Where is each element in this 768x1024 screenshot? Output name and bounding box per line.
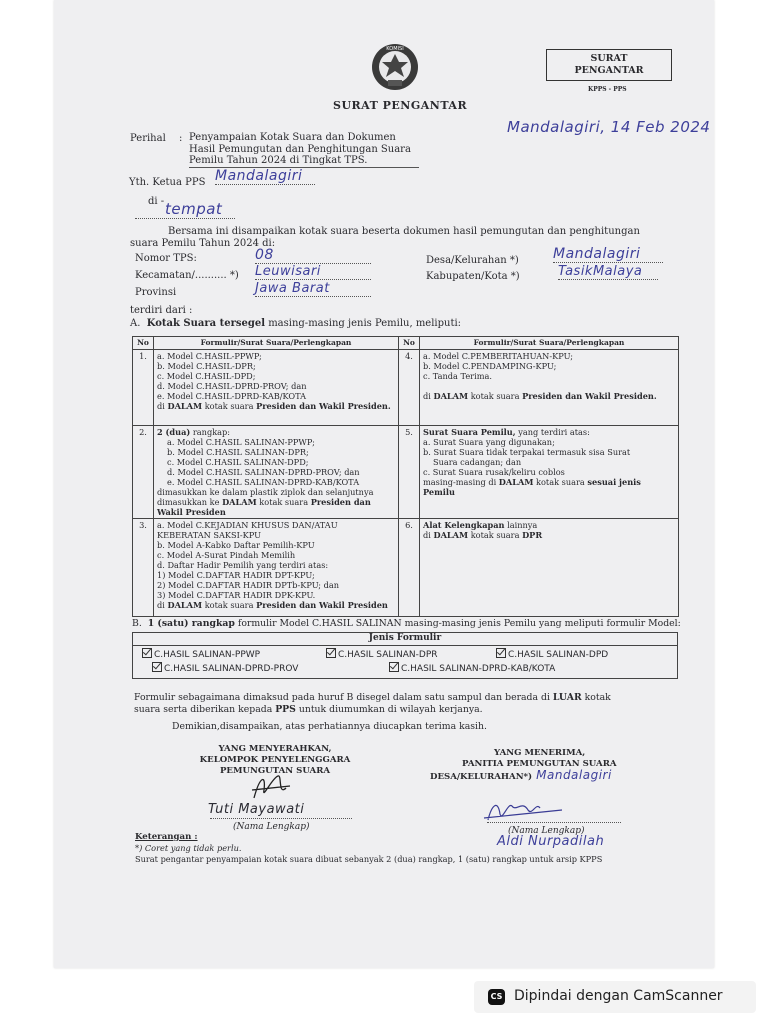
- kecamatan-label: Kecamatan/.......... *): [135, 270, 239, 281]
- cell-line: a. Model C.HASIL-PPWP;: [157, 351, 262, 361]
- camscanner-text: Dipindai dengan CamScanner: [514, 988, 723, 1004]
- cell-line: e. Model C.HASIL SALINAN-DPRD-KAB/KOTA: [167, 477, 360, 487]
- yth-label: Yth. Ketua PPS: [129, 177, 206, 188]
- right-signature-line: [487, 822, 621, 823]
- keterangan-note2: Surat pengantar penyampaian kotak suara dibuat sebanyak 2 (dua) rangkap, 1 (satu) rangkap untuk arsip KPPS: [135, 854, 603, 864]
- cell-line: Suara cadangan; dan: [433, 457, 522, 467]
- right-signer-name: Aldi Nurpadilah: [497, 834, 605, 849]
- right-desa-value: Mandalagiri: [536, 768, 612, 782]
- form-tag-line1: SURAT: [590, 53, 628, 64]
- cell-text-bold: DALAM: [222, 497, 257, 507]
- cell-text-bold: sesuai jenis Pemilu: [423, 477, 641, 497]
- jenis-formulir-header: Jenis Formulir: [132, 632, 678, 646]
- left-name-caption: (Nama Lengkap): [233, 822, 310, 832]
- perihal-line: Pemilu Tahun 2024 di Tingkat TPS.: [189, 155, 419, 168]
- jenis-label: C.HASIL SALINAN-PPWP: [154, 650, 261, 660]
- check-icon: [389, 662, 399, 672]
- intro-line: Bersama ini disampaikan kotak suara beserta dokumen hasil pemungutan dan penghitungan: [168, 226, 640, 237]
- table-header: No: [133, 337, 154, 350]
- table-row: [133, 426, 679, 519]
- table-row: [133, 350, 679, 426]
- perihal-colon: :: [179, 133, 183, 144]
- table-row: [133, 519, 679, 617]
- cell-text-bold: Alat Kelengkapan: [423, 520, 505, 530]
- kabupaten-value: TasikMalaya: [558, 264, 658, 280]
- cell-text-bold: Surat Suara Pemilu,: [423, 427, 516, 437]
- section-b-bold: 1 (satu) rangkap: [147, 618, 235, 629]
- perihal-label: Perihal: [130, 133, 166, 144]
- table-cell: [420, 350, 679, 426]
- keterangan-label: Keterangan :: [135, 832, 198, 842]
- closing-line: Demikian,disampaikan, atas perhatiannya diucapkan terima kasih.: [172, 721, 487, 732]
- section-a-letter: A.: [130, 318, 141, 329]
- section-b-letter: B.: [132, 618, 142, 629]
- table-cell: [154, 350, 399, 426]
- closing-line: [134, 704, 680, 716]
- cell-line: d. Model C.HASIL SALINAN-DPRD-PROV; dan: [167, 467, 360, 477]
- cell-text-bold: 2 (dua): [157, 427, 191, 437]
- provinsi-label: Provinsi: [135, 287, 177, 298]
- cell-line: 2) Model C.DAFTAR HADIR DPTb-KPU; dan: [157, 580, 340, 590]
- signature-title-line: YANG MENYERAHKAN,: [218, 744, 332, 754]
- closing-text-bold: PPS: [275, 704, 296, 715]
- cell-line: b. Model C.PENDAMPING-KPU;: [423, 361, 557, 371]
- cell-text: di: [157, 600, 168, 610]
- cell-tail: [423, 391, 657, 401]
- cell-text-bold: Presiden dan Wakil Presiden.: [256, 401, 391, 411]
- closing-text-part: kotak: [581, 692, 611, 703]
- camscanner-badge: [474, 981, 756, 1013]
- cell-line: b. Model A-Kabko Daftar Pemilih-KPU: [157, 540, 315, 550]
- items-table: [132, 336, 679, 617]
- cell-line: dimasukkan ke dalam plastik ziplok dan selanjutnya: [157, 487, 374, 497]
- terdiri-dari: terdiri dari :: [130, 305, 193, 316]
- cell-line: c. Tanda Terima.: [423, 371, 492, 381]
- cell-line: b. Model C.HASIL-DPR;: [157, 361, 256, 371]
- cell-line: a. Model C.PEMBERITAHUAN-KPU;: [423, 351, 573, 361]
- perihal-line: Hasil Pemungutan dan Penghitungan Suara: [189, 143, 411, 155]
- place-date: Mandalagiri, 14 Feb 2024: [507, 118, 711, 136]
- cell-text-bold: DALAM: [498, 477, 534, 487]
- cell-line: d. Daftar Hadir Pemilih yang terdiri atas:: [157, 560, 329, 570]
- cell-text-bold: Presiden dan Wakil Presiden: [256, 600, 388, 610]
- jenis-label: C.HASIL SALINAN-DPRD-PROV: [164, 664, 299, 674]
- cell-text: yang terdiri atas:: [515, 427, 590, 437]
- table-header: Formulir/Surat Suara/Perlengkapan: [420, 337, 679, 350]
- cell-text: rangkap:: [190, 427, 231, 437]
- cell-tail: [157, 497, 371, 517]
- provinsi-value: Jawa Barat: [255, 281, 371, 297]
- cell-line: a. Model C.KEJADIAN KHUSUS DAN/ATAU: [157, 520, 338, 530]
- cell-text: dimasukkan ke: [157, 497, 223, 507]
- closing-line: [134, 692, 680, 704]
- cell-text: kotak suara: [468, 391, 523, 401]
- form-tag-box: [546, 49, 672, 81]
- kecamatan-value: Leuwisari: [255, 264, 371, 280]
- signature-title-line: [430, 770, 670, 783]
- table-cell: [154, 519, 399, 617]
- jenis-item-dpd: [496, 648, 608, 660]
- cell-tail: [423, 477, 641, 497]
- form-tag-sub: KPPS - PPS: [588, 86, 627, 93]
- cell-tail: [157, 600, 388, 610]
- cell-text: lainnya: [504, 520, 538, 530]
- cell-line: 1) Model C.DAFTAR HADIR DPT-KPU;: [157, 570, 315, 580]
- cell-text: di: [157, 401, 168, 411]
- left-signer-name: Tuti Mayawati: [208, 802, 305, 817]
- cell-line: a. Model C.HASIL SALINAN-PPWP;: [167, 437, 315, 447]
- row-number: 3.: [133, 519, 154, 617]
- right-signature-title: [430, 748, 670, 783]
- cell-line: c. Model C.HASIL SALINAN-DPD;: [167, 457, 309, 467]
- cell-text-bold: DALAM: [167, 401, 203, 411]
- di-value: tempat: [135, 200, 235, 219]
- row-number: 1.: [133, 350, 154, 426]
- closing-text-part: untuk diumumkan di wilayah kerjanya.: [295, 704, 483, 715]
- section-b-heading: [132, 618, 681, 629]
- cell-text: kotak suara: [202, 401, 257, 411]
- check-icon: [496, 648, 506, 658]
- document-title: SURAT PENGANTAR: [333, 99, 468, 112]
- table-cell: [420, 519, 679, 617]
- closing-text-part: Formulir sebagaimana dimaksud pada huruf B disegel dalam satu sampul dan berada di: [134, 692, 553, 703]
- cell-line: e. Model C.HASIL-DPRD-KAB/KOTA: [157, 391, 307, 401]
- signature-title-line: PANITIA PEMUNGUTAN SUARA: [462, 759, 617, 769]
- jenis-label: C.HASIL SALINAN-DPD: [508, 650, 609, 660]
- logo-top-text: KOMISI: [386, 46, 404, 52]
- signature-title-line: YANG MENERIMA,: [494, 748, 586, 758]
- check-icon: [152, 662, 162, 672]
- cell-text: kotak suara: [468, 530, 523, 540]
- table-header: Formulir/Surat Suara/Perlengkapan: [154, 337, 399, 350]
- right-name-caption: (Nama Lengkap): [508, 826, 585, 836]
- cell-text-bold: Presiden dan Wakil Presiden.: [522, 391, 657, 401]
- closing-text-bold: LUAR: [552, 692, 582, 703]
- cell-line: b. Surat Suara tidak terpakai termasuk sisa Surat: [423, 447, 631, 457]
- cell-line: c. Surat Suara rusak/keliru coblos: [423, 467, 565, 477]
- section-a-rest: masing-masing jenis Pemilu, meliputi:: [265, 318, 462, 329]
- cell-tail: [423, 530, 542, 540]
- cell-line: c. Model C.HASIL-DPD;: [157, 371, 256, 381]
- section-a-bold: Kotak Suara tersegel: [146, 318, 266, 329]
- left-signature-line: [210, 818, 352, 819]
- kabupaten-label: Kabupaten/Kota *): [426, 271, 520, 282]
- cell-tail: [157, 401, 391, 411]
- perihal-text: [189, 132, 419, 168]
- jenis-label: C.HASIL SALINAN-DPRD-KAB/KOTA: [401, 664, 556, 674]
- row-number: 5.: [399, 426, 420, 519]
- cell-text: kotak suara: [533, 477, 588, 487]
- perihal-line: Penyampaian Kotak Suara dan Dokumen: [189, 132, 396, 143]
- closing-text: [134, 692, 680, 733]
- table-header: No: [399, 337, 420, 350]
- intro-line: suara Pemilu Tahun 2024 di:: [130, 238, 276, 249]
- check-icon: [326, 648, 336, 658]
- cell-text-bold: DALAM: [433, 391, 469, 401]
- jenis-item-dpr: [326, 648, 438, 660]
- section-a-heading: [130, 318, 461, 329]
- cell-line: KEBERATAN SAKSI-KPU: [157, 530, 262, 540]
- cell-line: c. Model A-Surat Pindah Memilih: [157, 550, 296, 560]
- desa-value: Mandalagiri: [553, 246, 663, 263]
- cell-text-bold: DALAM: [167, 600, 203, 610]
- cell-text: di: [423, 391, 434, 401]
- camscanner-icon: CS: [488, 989, 505, 1005]
- table-header-row: [133, 337, 679, 350]
- cell-text-bold: DALAM: [433, 530, 469, 540]
- cell-line: b. Model C.HASIL SALINAN-DPR;: [167, 447, 309, 457]
- tps-value: 08: [255, 247, 371, 264]
- cell-line: a. Surat Suara yang digunakan;: [423, 437, 555, 447]
- keterangan-note1: *) Coret yang tidak perlu.: [135, 843, 242, 853]
- cell-line: d. Model C.HASIL-DPRD-PROV; dan: [157, 381, 307, 391]
- cell-text: di: [423, 530, 434, 540]
- yth-value: Mandalagiri: [215, 168, 315, 185]
- signature-title-line: KELOMPOK PENYELENGGARA: [199, 755, 351, 765]
- table-cell: [420, 426, 679, 519]
- row-number: 2.: [133, 426, 154, 519]
- signature-title-line: PEMUNGUTAN SUARA: [219, 766, 331, 776]
- table-cell: [154, 426, 399, 519]
- row-number: 4.: [399, 350, 420, 426]
- di-label: di -: [148, 196, 165, 207]
- tps-label: Nomor TPS:: [135, 253, 197, 264]
- cell-text-bold: Presiden dan Wakil Presiden: [157, 497, 371, 517]
- cell-text: kotak suara: [202, 600, 257, 610]
- row-number: 6.: [399, 519, 420, 617]
- jenis-label: C.HASIL SALINAN-DPR: [338, 650, 438, 660]
- left-signature-icon: [248, 770, 294, 804]
- jenis-item-ppwp: [142, 648, 260, 660]
- kpu-logo-icon: [370, 40, 420, 96]
- jenis-item-dprd-kab: [389, 662, 555, 674]
- section-b-rest: formulir Model C.HASIL SALINAN masing-masing jenis Pemilu yang meliputi formulir Model:: [234, 618, 681, 629]
- cell-line: 3) Model C.DAFTAR HADIR DPK-KPU.: [157, 590, 316, 600]
- signature-title-text: DESA/KELURAHAN*): [430, 772, 533, 782]
- cell-text-bold: DPR: [522, 530, 543, 540]
- form-tag-line2: PENGANTAR: [574, 65, 644, 76]
- cell-text: kotak suara: [256, 497, 311, 507]
- closing-text-part: suara serta diberikan kepada: [134, 704, 276, 715]
- jenis-item-dprd-prov: [152, 662, 298, 674]
- desa-label: Desa/Kelurahan *): [426, 255, 519, 266]
- cell-text: masing-masing di: [423, 477, 499, 487]
- check-icon: [142, 648, 152, 658]
